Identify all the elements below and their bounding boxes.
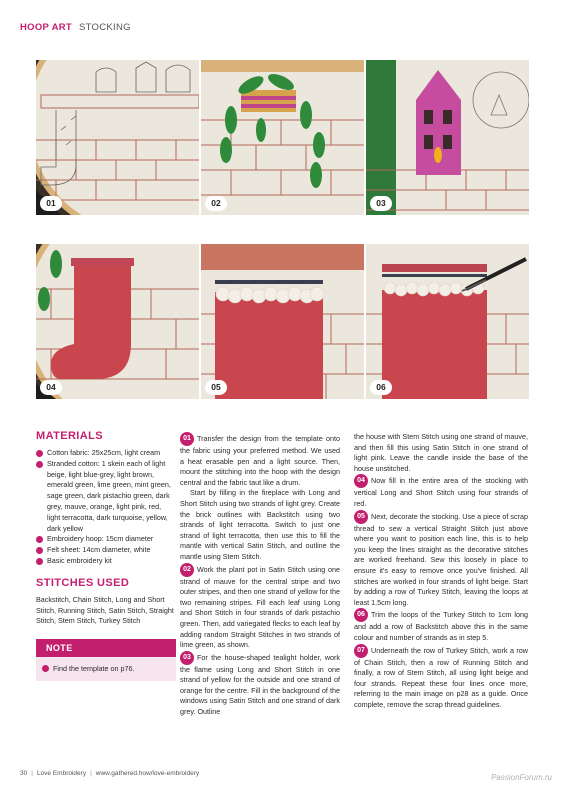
- photo-01-image: [36, 60, 199, 215]
- step-04: 04 Now fill in the entire area of the stocking with vertical Long and Short Stitch using four strands of red.: [354, 476, 528, 508]
- watermark: PassionForum.ru: [491, 773, 552, 782]
- photo-number: 02: [205, 196, 227, 211]
- step-photo-01: [36, 60, 199, 215]
- bullet-icon: [36, 536, 43, 543]
- step-photo-04: [36, 244, 199, 399]
- bullet-icon: [36, 461, 43, 468]
- step-number: 06: [354, 608, 368, 622]
- photo-number: 01: [40, 196, 62, 211]
- stitches-heading: STITCHES USED: [36, 576, 130, 589]
- note-body: Find the template on p76.: [36, 657, 176, 681]
- bullet-icon: [42, 665, 49, 672]
- photo-06-image: [366, 244, 529, 399]
- step-01: 01 Transfer the design from the template onto the fabric using your preferred method. We used a heat erasable pen and a light source. Then, mount the stitching into the hoop with the design central and the fabric taut like a drum.: [180, 433, 340, 487]
- materials-heading: MATERIALS: [36, 430, 103, 442]
- step-number: 05: [354, 510, 368, 524]
- step-number: 01: [180, 432, 194, 446]
- note-box: [36, 639, 176, 681]
- step-05: 05 Next, decorate the stocking. Use a piece of scrap thread to sew a vertical Straight Stitch just above where you want to position each line, this is to help you keep the lines straight as the decorative stitches are worked freehand. Sew this loosely in place to ensure it's easy to remove once you've finished. All stitches are worked in four strands of light beige. Start by adding a row of Turkey Stitch, leaving the loops at least 1.5cm long.: [354, 511, 528, 607]
- photo-number: 03: [370, 196, 392, 211]
- materials-item: Felt sheet: 14cm diameter, white: [36, 545, 176, 556]
- step-01-continued: Start by filling in the fireplace with Long and Short Stitch using two strands of light grey. Create the brick outlines with Backstitch using two strands of light terracotta. Switch to just one strand of light terracotta, then use this to fill the mantle with vertical Satin Stitch, and outline the mantle using Stem Stitch.: [180, 488, 340, 561]
- materials-item: Cotton fabric: 25x25cm, light cream: [36, 448, 176, 459]
- step-03: 03 For the house-shaped tealight holder, work the flame using Long and Short Stitch in one strand of yellow for the outside and one strand of orange for the centre. Fill in the background of the windows using Satin Stitch and one strand of dark grey. Outline: [180, 652, 340, 717]
- stitches-section: [36, 577, 176, 627]
- step-photo-05: [201, 244, 364, 399]
- materials-item: Embroidery hoop: 15cm diameter: [36, 534, 176, 545]
- website-link[interactable]: www.gathered.how/love-embroidery: [95, 770, 200, 777]
- step-photo-02: [201, 60, 364, 215]
- step-photo-06: [366, 244, 529, 399]
- step-photo-03: [366, 60, 529, 215]
- subject-label: STOCKING: [78, 22, 131, 33]
- section-label: HOOP ART: [20, 22, 73, 33]
- step-07: 07 Underneath the row of Turkey Stitch, work a row of Chain Stitch, then a row of Running Stitch and finally, a row of Stem Stitch, all using light beige and four strands. Repeat these four lines once more, referring to the main image on p28 as a guide. Once complete, remove the scrap thread guidelines.: [354, 645, 528, 709]
- step-number: 02: [180, 563, 194, 577]
- photo-number: 04: [40, 380, 62, 395]
- step-06: 06 Trim the loops of the Turkey Stitch to 1cm long and add a row of Backstitch above this in the same colour and number of strands as in step 5.: [354, 610, 528, 642]
- step-02: 02 Work the plant pot in Satin Stitch using one strand of mauve for the central stripe and two outer stripes, and then one strand of yellow for the two remaining stripes. Fill each leaf using Long and Short Stitch in four strands of dark pistachio green. Then, add variegated flecks to each leaf by adding random Straight Stitches in two strands of lime green, as shown.: [180, 564, 340, 650]
- step-03-continued: the house with Stem Stitch using one strand of mauve, and then fill this using Satin Stitch in one strand of light pink. Leave the candle inside the base of the house unstitched.: [354, 432, 528, 473]
- page-header: [20, 22, 131, 33]
- step-number: 07: [354, 644, 368, 658]
- photo-number: 06: [370, 380, 392, 395]
- bullet-icon: [36, 547, 43, 554]
- instructions-column-1: [180, 432, 340, 718]
- stitches-list: Backstitch, Chain Stitch, Long and Short Stitch, Running Stitch, Satin Stitch, Straight Stitch, Stem Stitch, Turkey Stitch: [36, 594, 174, 626]
- materials-list: [36, 448, 176, 567]
- photo-number: 05: [205, 380, 227, 395]
- step-number: 03: [180, 651, 194, 665]
- materials-item: Basic embroidery kit: [36, 556, 176, 567]
- photo-02-image: [201, 60, 364, 215]
- note-heading: NOTE: [36, 639, 176, 657]
- instructions-column-2: [354, 432, 528, 710]
- photo-03-image: [366, 60, 529, 215]
- materials-panel: [36, 430, 176, 681]
- page-footer: 30 | Love Embroidery | www.gathered.how/love-embroidery: [20, 770, 200, 777]
- photo-05-image: [201, 244, 364, 399]
- magazine-name: Love Embroidery: [36, 770, 87, 777]
- page-number: 30: [20, 770, 28, 777]
- step-number: 04: [354, 474, 368, 488]
- photo-04-image: [36, 244, 199, 399]
- materials-item: Stranded cotton: 1 skein each of light beige, light blue-grey, light brown, emerald green, lime green, mint green, sage green, dark pistachio green, dark grey, mauve, orange, light pink, red, light terracotta, dark turquoise, yellow, dark yellow: [36, 459, 176, 535]
- bullet-icon: [36, 558, 43, 565]
- bullet-icon: [36, 450, 43, 457]
